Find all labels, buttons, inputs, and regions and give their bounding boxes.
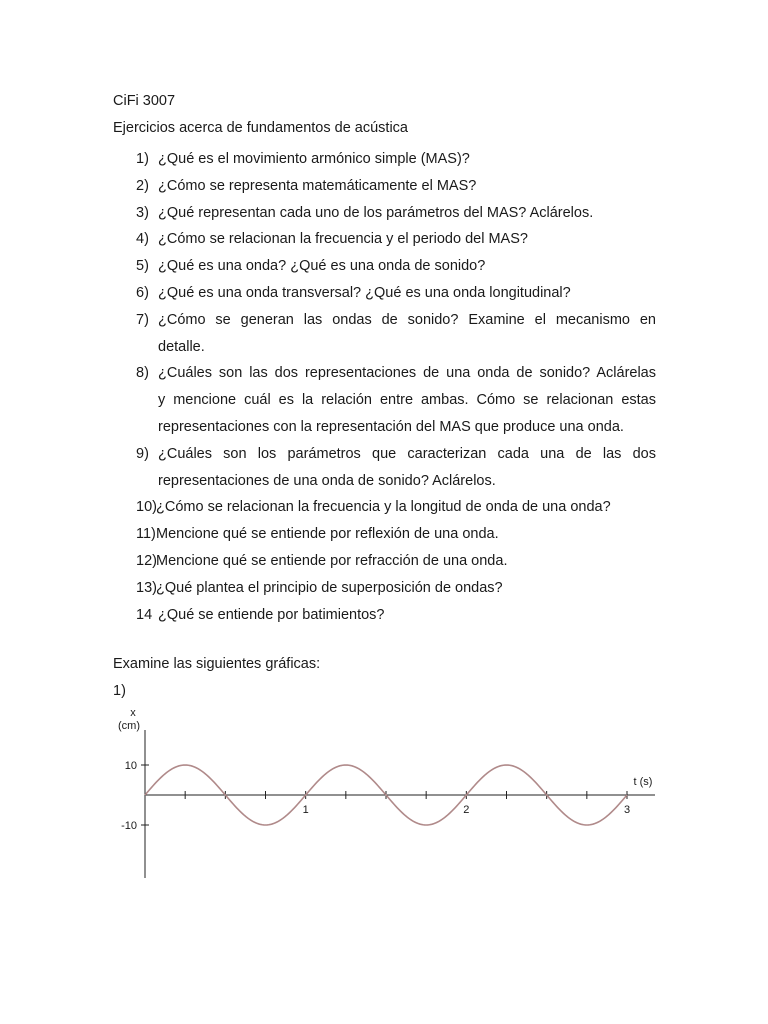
question-item xyxy=(113,414,656,441)
question-text: ¿Cómo se generan las ondas de sonido? Examine el mecanismo en xyxy=(158,311,656,328)
question-item xyxy=(113,468,656,495)
question-text: y mencione cuál es la relación entre ambas. Cómo se relacionan estas xyxy=(158,392,656,409)
question-number: 7) xyxy=(136,311,149,328)
x-tick-label: 3 xyxy=(623,804,631,816)
question-item xyxy=(113,200,656,227)
y-axis-label: x xyxy=(130,707,136,719)
y-axis-unit: (cm) xyxy=(118,720,140,732)
question-item xyxy=(113,494,656,521)
question-text: ¿Qué representan cada uno de los parámetros del MAS? Aclárelos. xyxy=(158,204,594,221)
section-title: Examine las siguientes gráficas: xyxy=(113,656,321,672)
question-item xyxy=(113,602,656,629)
question-item xyxy=(113,334,656,361)
question-number: 5) xyxy=(136,258,149,275)
question-item xyxy=(113,173,656,200)
question-number: 13) xyxy=(136,579,157,596)
question-text: representaciones con la representación del MAS que produce una onda. xyxy=(158,418,624,435)
question-number: 2) xyxy=(136,177,149,194)
question-text: ¿Qué es una onda? ¿Qué es una onda de sonido? xyxy=(158,258,486,275)
graph-label: 1) xyxy=(113,683,126,699)
question-text: Mencione qué se entiende por refracción de una onda. xyxy=(156,552,508,569)
x-tick-label: 2 xyxy=(463,804,470,816)
question-number: 8) xyxy=(136,365,149,382)
question-number: 1) xyxy=(136,151,149,167)
question-item xyxy=(113,360,656,387)
question-text: ¿Cómo se relacionan la frecuencia y el periodo del MAS? xyxy=(158,231,528,248)
y-tick-label: 10 xyxy=(124,760,137,772)
question-number: 6) xyxy=(136,284,149,301)
question-text: ¿Qué es una onda transversal? ¿Qué es una onda longitudinal? xyxy=(158,284,571,301)
question-item xyxy=(113,146,656,173)
question-item xyxy=(113,280,656,307)
sine-wave-chart xyxy=(100,700,670,885)
x-tick-label: 1 xyxy=(302,804,309,816)
document-title: Ejercicios acerca de fundamentos de acústica xyxy=(113,120,408,136)
question-number: 9) xyxy=(136,445,149,462)
x-axis-label: t (s) xyxy=(633,776,653,788)
question-text: detalle. xyxy=(158,338,205,355)
question-number: 14 xyxy=(136,606,153,623)
question-number: 3) xyxy=(136,204,149,221)
question-number: 10) xyxy=(136,499,157,516)
y-tick-label: -10 xyxy=(121,820,137,832)
question-item xyxy=(113,441,656,468)
question-text: ¿Qué es el movimiento armónico simple (MAS)? xyxy=(158,151,470,167)
question-text: representaciones de una onda de sonido? Aclárelos. xyxy=(158,472,496,489)
question-list xyxy=(113,146,656,628)
question-number: 12) xyxy=(136,552,157,569)
question-number: 4) xyxy=(136,231,149,248)
question-text: ¿Cómo se representa matemáticamente el MAS? xyxy=(158,177,477,194)
course-code: CiFi 3007 xyxy=(113,93,176,109)
question-text: ¿Cuáles son las dos representaciones de una onda de sonido? Aclárelas xyxy=(158,365,656,382)
question-text: ¿Qué plantea el principio de superposición de ondas? xyxy=(156,579,503,596)
question-text: ¿Cómo se relacionan la frecuencia y la longitud de onda de una onda? xyxy=(156,499,611,516)
question-text: Mencione qué se entiende por reflexión de una onda. xyxy=(156,526,499,543)
question-item xyxy=(113,575,656,602)
question-item xyxy=(113,387,656,414)
question-item xyxy=(113,548,656,575)
question-text: ¿Qué se entiende por batimientos? xyxy=(158,606,385,623)
question-text: ¿Cuáles son los parámetros que caracterizan cada una de las dos xyxy=(158,445,656,462)
question-item xyxy=(113,521,656,548)
question-number: 11) xyxy=(136,526,156,543)
question-item xyxy=(113,253,656,280)
question-item xyxy=(113,307,656,334)
question-item xyxy=(113,226,656,253)
